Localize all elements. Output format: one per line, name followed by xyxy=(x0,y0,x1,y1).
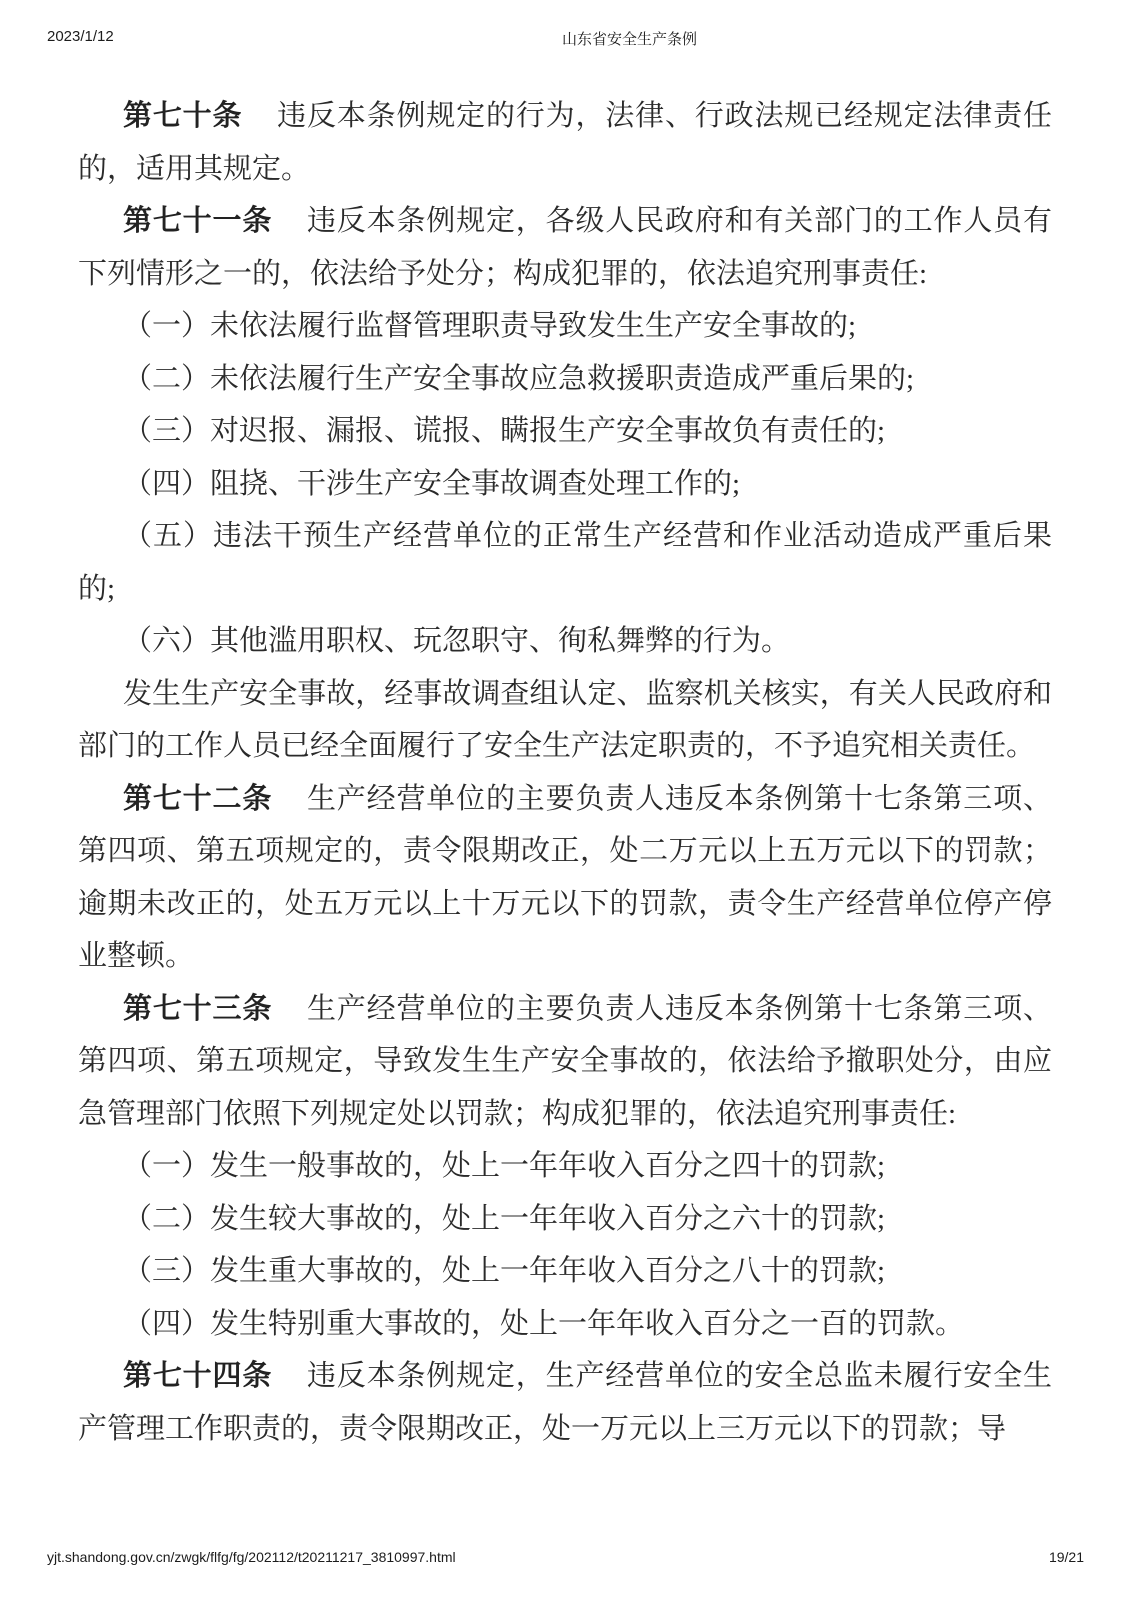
paragraph xyxy=(78,195,1052,300)
document-body xyxy=(78,90,1052,1455)
paragraph xyxy=(78,1140,1052,1193)
paragraph xyxy=(78,405,1052,458)
paragraph xyxy=(78,510,1052,615)
paragraph-text: 违反本条例规定，生产经营单位的安全总监未履行安全生产管理工作职责的，责令限期改正，处一万元以上三万元以下的罚款；导 xyxy=(78,1360,1052,1445)
header-date: 2023/1/12 xyxy=(47,28,114,45)
paragraph-text: （一）发生一般事故的，处上一年年收入百分之四十的罚款; xyxy=(123,1150,886,1182)
paragraph xyxy=(78,983,1052,1141)
paragraph xyxy=(78,668,1052,773)
paragraph xyxy=(78,458,1052,511)
paragraph-text: 生产经营单位的主要负责人违反本条例第十七条第三项、第四项、第五项规定，导致发生生产安全事故的，依法给予撤职处分，由应急管理部门依照下列规定处以罚款；构成犯罪的，依法追究刑事责任: xyxy=(78,992,1052,1130)
paragraph xyxy=(78,300,1052,353)
paragraph-text: （四）阻挠、干涉生产安全事故调查处理工作的; xyxy=(123,467,741,500)
article-number: 第七十四条 xyxy=(123,1360,273,1392)
paragraph-text: 违反本条例规定的行为，法律、行政法规已经规定法律责任的，适用其规定。 xyxy=(78,100,1052,185)
paragraph-text: 发生生产安全事故，经事故调查组认定、监察机关核实，有关人民政府和部门的工作人员已经全面履行了安全生产法定职责的，不予追究相关责任。 xyxy=(78,677,1052,762)
paragraph-text: （二）发生较大事故的，处上一年年收入百分之六十的罚款; xyxy=(123,1202,886,1235)
footer-url: yjt.shandong.gov.cn/zwgk/flfg/fg/202112/t20211217_3810997.html xyxy=(47,1549,456,1565)
article-number: 第七十三条 xyxy=(123,992,273,1025)
article-number: 第七十条 xyxy=(123,100,243,132)
paragraph xyxy=(78,1350,1052,1455)
paragraph-text: （一）未依法履行监督管理职责导致发生生产安全事故的; xyxy=(123,310,857,342)
paragraph-text: （三）发生重大事故的，处上一年年收入百分之八十的罚款; xyxy=(123,1255,886,1287)
paragraph-text: （二）未依法履行生产安全事故应急救援职责造成严重后果的; xyxy=(123,362,915,395)
paragraph-text: （三）对迟报、漏报、谎报、瞒报生产安全事故负有责任的; xyxy=(123,415,886,447)
paragraph-text: 生产经营单位的主要负责人违反本条例第十七条第三项、第四项、第五项规定的，责令限期改正，处二万元以上五万元以下的罚款；逾期未改正的，处五万元以上十万元以下的罚款，责令生产经营单位停产停业整顿。 xyxy=(78,782,1052,972)
footer-page-number: 19/21 xyxy=(1048,1549,1084,1565)
article-number: 第七十二条 xyxy=(123,782,273,815)
print-header xyxy=(0,28,1131,50)
article-number: 第七十一条 xyxy=(123,205,273,237)
paragraph xyxy=(78,1245,1052,1298)
print-footer xyxy=(47,1549,1084,1569)
paragraph xyxy=(78,1298,1052,1351)
paragraph xyxy=(78,353,1052,406)
header-document-title: 山东省安全生产条例 xyxy=(562,31,698,48)
paragraph xyxy=(78,90,1052,195)
paragraph-text: （六）其他滥用职权、玩忽职守、徇私舞弊的行为。 xyxy=(123,625,791,657)
paragraph xyxy=(78,1193,1052,1246)
paragraph-text: （五）违法干预生产经营单位的正常生产经营和作业活动造成严重后果的; xyxy=(78,520,1052,605)
paragraph xyxy=(78,615,1052,668)
paragraph-text: （四）发生特别重大事故的，处上一年年收入百分之一百的罚款。 xyxy=(123,1307,965,1340)
paragraph-text: 违反本条例规定，各级人民政府和有关部门的工作人员有下列情形之一的，依法给予处分；构成犯罪的，依法追究刑事责任: xyxy=(78,205,1052,290)
paragraph xyxy=(78,773,1052,983)
